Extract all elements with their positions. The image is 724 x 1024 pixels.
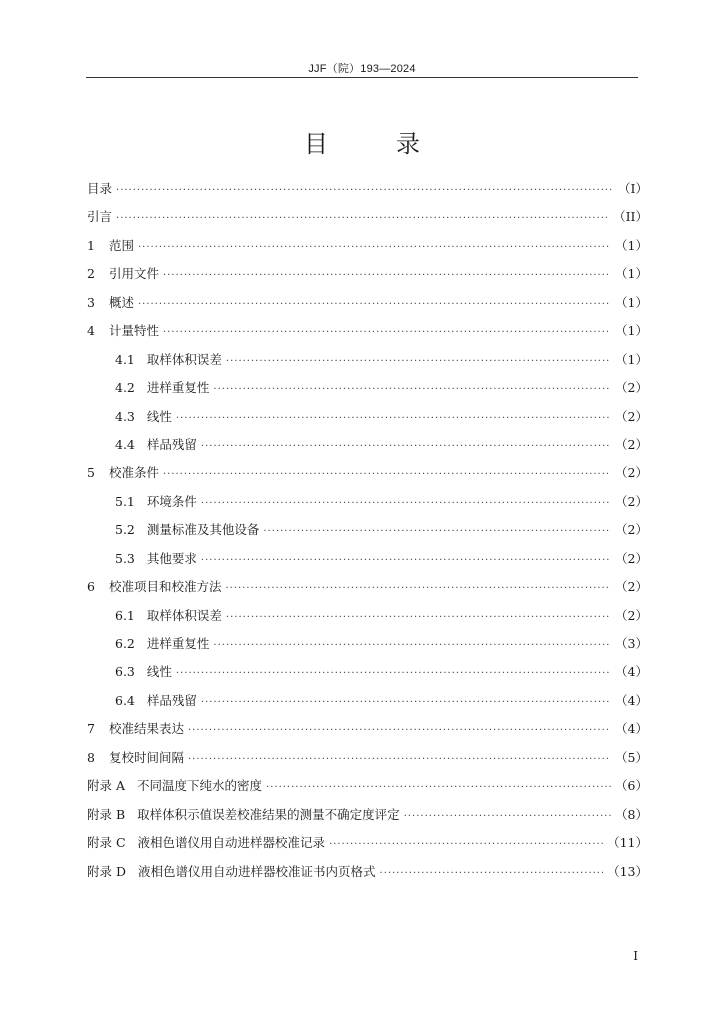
toc-entry-label: 范围 bbox=[108, 237, 134, 253]
toc-entry-page: （1） bbox=[615, 323, 648, 339]
toc-entry-number: 4.4 bbox=[115, 436, 135, 452]
toc-entry-label: 概述 bbox=[108, 294, 134, 310]
toc-entry[interactable] bbox=[87, 232, 648, 260]
dot-leader bbox=[266, 774, 611, 802]
toc-entry-page: （6） bbox=[615, 778, 648, 794]
toc-entry-page: （2） bbox=[615, 436, 648, 452]
toc-entry-number: 2 bbox=[87, 266, 95, 282]
toc-entry-page: （11） bbox=[607, 835, 648, 851]
toc-entry-page: （2） bbox=[615, 493, 648, 509]
toc-entry[interactable] bbox=[87, 772, 648, 800]
toc-entry-label: 样品残留 bbox=[146, 436, 197, 452]
toc-entry-number: 8 bbox=[87, 749, 95, 765]
toc-entry[interactable] bbox=[87, 403, 648, 431]
toc-entry-label: 液相色谱仪用自动进样器校准记录 bbox=[137, 835, 326, 851]
toc-entry[interactable] bbox=[87, 374, 648, 402]
dot-leader bbox=[163, 319, 611, 347]
toc-entry[interactable] bbox=[87, 459, 648, 487]
dot-leader bbox=[188, 717, 611, 745]
dot-leader bbox=[188, 746, 611, 774]
toc-entry-page: （4） bbox=[615, 692, 648, 708]
toc-entry-page: （2） bbox=[615, 522, 648, 538]
toc-entry[interactable] bbox=[87, 715, 648, 743]
toc-entry-page: （2） bbox=[615, 607, 648, 623]
dot-leader bbox=[329, 831, 603, 859]
toc-entry[interactable] bbox=[87, 744, 648, 772]
toc-entry-label: 取样体积误差 bbox=[146, 351, 222, 367]
toc-entry-page: （4） bbox=[615, 664, 648, 680]
toc-entry-label: 测量标准及其他设备 bbox=[146, 522, 260, 538]
toc-entry[interactable] bbox=[87, 687, 648, 715]
toc-entry-page: （I） bbox=[618, 181, 648, 196]
toc-entry-page: （4） bbox=[615, 721, 648, 737]
toc-entry-page: （2） bbox=[615, 380, 648, 396]
dot-leader bbox=[163, 461, 611, 489]
dot-leader bbox=[176, 405, 611, 433]
toc-entry[interactable] bbox=[87, 829, 648, 857]
toc-entry-number: 5.2 bbox=[115, 522, 135, 538]
toc-entry[interactable] bbox=[87, 289, 648, 317]
dot-leader bbox=[226, 348, 611, 376]
toc-entry-number: 附录 D bbox=[87, 863, 126, 879]
toc-entry-page: （3） bbox=[615, 636, 648, 651]
toc-entry-number: 6.3 bbox=[115, 664, 135, 680]
dot-leader bbox=[138, 234, 611, 262]
toc-entry[interactable] bbox=[87, 488, 648, 516]
dot-leader bbox=[138, 291, 611, 319]
dot-leader bbox=[263, 518, 611, 546]
dot-leader bbox=[201, 689, 611, 717]
toc-entry[interactable] bbox=[87, 175, 648, 203]
toc-entry-page: （1） bbox=[615, 237, 648, 253]
toc-entry-label: 校准条件 bbox=[108, 465, 159, 481]
toc-entry-label: 液相色谱仪用自动进样器校准证书内页格式 bbox=[138, 863, 376, 879]
toc-entry-number: 1 bbox=[87, 237, 95, 253]
toc-entry-label: 其他要求 bbox=[146, 550, 197, 566]
toc-entry-page: （2） bbox=[615, 465, 648, 481]
toc-entry[interactable] bbox=[87, 516, 648, 544]
toc-entry-label: 引言 bbox=[87, 209, 113, 225]
toc-entry-number: 5.3 bbox=[115, 550, 135, 566]
toc-entry-number: 4 bbox=[87, 323, 95, 339]
toc-entry-label: 线性 bbox=[146, 408, 172, 424]
header-rule bbox=[86, 77, 638, 78]
toc-entry-label: 进样重复性 bbox=[146, 636, 210, 651]
toc-entry[interactable] bbox=[87, 573, 648, 601]
toc-entry[interactable] bbox=[87, 203, 648, 231]
toc-entry-number: 4.1 bbox=[115, 351, 135, 367]
toc-entry-page: （2） bbox=[615, 579, 648, 595]
dot-leader bbox=[116, 177, 614, 205]
dot-leader bbox=[380, 860, 604, 888]
toc-entry-page: （II） bbox=[613, 209, 648, 225]
dot-leader bbox=[116, 205, 609, 233]
toc-entry[interactable] bbox=[87, 260, 648, 288]
toc-entry[interactable] bbox=[87, 602, 648, 630]
toc-entry-number: 附录 B bbox=[87, 806, 126, 822]
dot-leader bbox=[213, 632, 611, 660]
toc-entry-page: （2） bbox=[615, 408, 648, 424]
toc-entry-label: 复校时间间隔 bbox=[108, 749, 184, 765]
table-of-contents bbox=[87, 175, 648, 886]
dot-leader bbox=[404, 803, 611, 831]
toc-entry-label: 进样重复性 bbox=[146, 380, 210, 396]
dot-leader bbox=[201, 547, 611, 575]
toc-entry-label: 取样体积示值误差校准结果的测量不确定度评定 bbox=[137, 806, 400, 822]
toc-entry-number: 6 bbox=[87, 579, 95, 595]
page-title: 目 录 bbox=[304, 130, 442, 158]
toc-entry-number: 附录 A bbox=[87, 778, 126, 794]
toc-entry-label: 线性 bbox=[146, 664, 172, 680]
dot-leader bbox=[213, 376, 611, 404]
toc-entry[interactable] bbox=[87, 545, 648, 573]
toc-entry-page: （2） bbox=[615, 550, 648, 566]
toc-entry-label: 校准结果表达 bbox=[108, 721, 184, 737]
toc-entry-number: 6.2 bbox=[115, 636, 135, 651]
toc-entry-label: 不同温度下纯水的密度 bbox=[137, 778, 263, 794]
toc-entry-label: 环境条件 bbox=[146, 493, 197, 509]
dot-leader bbox=[201, 490, 611, 518]
toc-entry[interactable] bbox=[87, 317, 648, 345]
running-header: JJF（院）193—2024 bbox=[308, 63, 416, 75]
page-number: I bbox=[633, 949, 638, 963]
toc-entry-number: 6.1 bbox=[115, 607, 135, 623]
dot-leader bbox=[163, 262, 611, 290]
toc-entry-number: 5 bbox=[87, 465, 95, 481]
toc-entry-page: （1） bbox=[615, 266, 648, 282]
toc-entry-number: 6.4 bbox=[115, 692, 135, 708]
dot-leader bbox=[225, 575, 611, 603]
toc-entry-number: 5.1 bbox=[115, 493, 135, 509]
dot-leader bbox=[226, 604, 611, 632]
toc-entry-number: 附录 C bbox=[87, 835, 126, 851]
toc-entry-label: 取样体积误差 bbox=[146, 607, 222, 623]
dot-leader bbox=[201, 433, 611, 461]
toc-entry-page: （1） bbox=[615, 294, 648, 310]
dot-leader bbox=[176, 660, 611, 688]
toc-entry[interactable] bbox=[87, 630, 648, 658]
toc-entry-label: 样品残留 bbox=[146, 692, 197, 708]
toc-entry[interactable] bbox=[87, 658, 648, 686]
toc-entry-label: 校准项目和校准方法 bbox=[108, 579, 222, 595]
toc-entry-label: 目录 bbox=[87, 181, 113, 196]
toc-entry[interactable] bbox=[87, 858, 648, 886]
toc-entry-label: 计量特性 bbox=[108, 323, 159, 339]
toc-entry[interactable] bbox=[87, 431, 648, 459]
toc-entry-page: （1） bbox=[615, 351, 648, 367]
toc-entry-number: 3 bbox=[87, 294, 95, 310]
toc-entry-number: 4.3 bbox=[115, 408, 135, 424]
toc-entry[interactable] bbox=[87, 801, 648, 829]
toc-entry-page: （8） bbox=[615, 806, 648, 822]
toc-entry-page: （13） bbox=[607, 863, 648, 879]
toc-entry-page: （5） bbox=[615, 749, 648, 765]
toc-entry-number: 7 bbox=[87, 721, 95, 737]
toc-entry[interactable] bbox=[87, 346, 648, 374]
toc-entry-number: 4.2 bbox=[115, 380, 135, 396]
toc-entry-label: 引用文件 bbox=[108, 266, 159, 282]
